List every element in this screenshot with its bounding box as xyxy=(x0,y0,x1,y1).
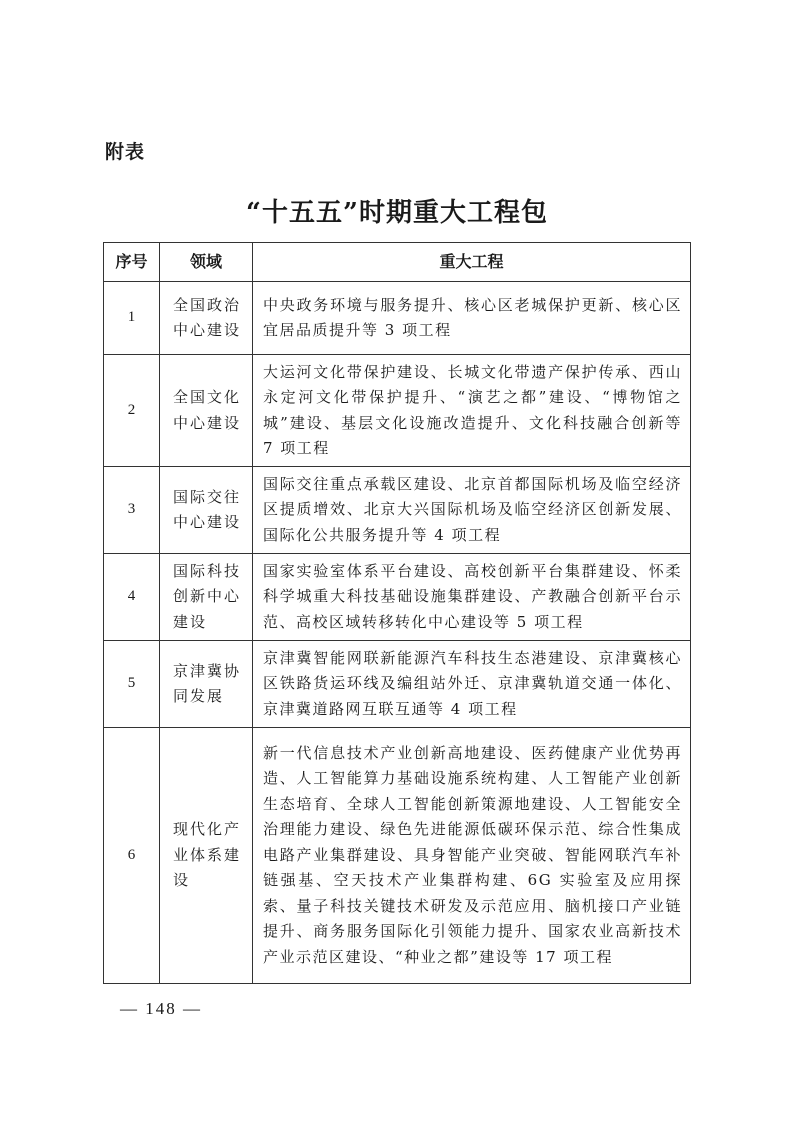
row-field: 全国文化中心建设 xyxy=(160,355,253,467)
row-field: 现代化产业体系建设 xyxy=(160,728,253,984)
page-number: — 148 — xyxy=(120,999,202,1018)
header-number: 序号 xyxy=(104,243,160,282)
header-projects: 重大工程 xyxy=(253,243,691,282)
row-field: 国际交往中心建设 xyxy=(160,467,253,554)
table-row xyxy=(104,728,691,984)
row-projects: 国际交往重点承载区建设、北京首都国际机场及临空经济区提质增效、北京大兴国际机场及临空经济区创新发展、国际化公共服务提升等 4 项工程 xyxy=(253,467,691,554)
page-title: “十五五”时期重大工程包 xyxy=(246,198,548,228)
row-number: 1 xyxy=(104,282,160,355)
table-row xyxy=(104,554,691,641)
projects-table xyxy=(103,242,691,984)
row-projects: 中央政务环境与服务提升、核心区老城保护更新、核心区宜居品质提升等 3 项工程 xyxy=(253,282,691,355)
row-number: 5 xyxy=(104,641,160,728)
row-number: 2 xyxy=(104,355,160,467)
row-field: 国际科技创新中心建设 xyxy=(160,554,253,641)
table-row xyxy=(104,355,691,467)
row-field: 全国政治中心建设 xyxy=(160,282,253,355)
row-number: 4 xyxy=(104,554,160,641)
row-number: 6 xyxy=(104,728,160,984)
row-projects: 国家实验室体系平台建设、高校创新平台集群建设、怀柔科学城重大科技基础设施集群建设、产教融合创新平台示范、高校区域转移转化中心建设等 5 项工程 xyxy=(253,554,691,641)
row-projects: 新一代信息技术产业创新高地建设、医药健康产业优势再造、人工智能算力基础设施系统构建、人工智能产业创新生态培育、全球人工智能创新策源地建设、人工智能安全治理能力建设、绿色先进能源低碳环保示范、综合性集成电路产业集群建设、具身智能产业突破、智能网联汽车补链强基、空天技术产业集群构建、6G 实验室及应用探索、量子科技关键技术研发及示范应用、脑机接口产业链提升、商务服务国际化引领能力提升、国家农业高新技术产业示范区建设、“种业之都”建设等 17 项工程 xyxy=(253,728,691,984)
row-number: 3 xyxy=(104,467,160,554)
table-row xyxy=(104,467,691,554)
table-row xyxy=(104,641,691,728)
table-header-row xyxy=(104,243,691,282)
table-row xyxy=(104,282,691,355)
row-field: 京津冀协同发展 xyxy=(160,641,253,728)
annex-label: 附表 xyxy=(105,141,146,163)
row-projects: 大运河文化带保护建设、长城文化带遗产保护传承、西山永定河文化带保护提升、“演艺之都”建设、“博物馆之城”建设、基层文化设施改造提升、文化科技融合创新等 7 项工程 xyxy=(253,355,691,467)
header-field: 领域 xyxy=(160,243,253,282)
row-projects: 京津冀智能网联新能源汽车科技生态港建设、京津冀核心区铁路货运环线及编组站外迁、京津冀轨道交通一体化、京津冀道路网互联互通等 4 项工程 xyxy=(253,641,691,728)
